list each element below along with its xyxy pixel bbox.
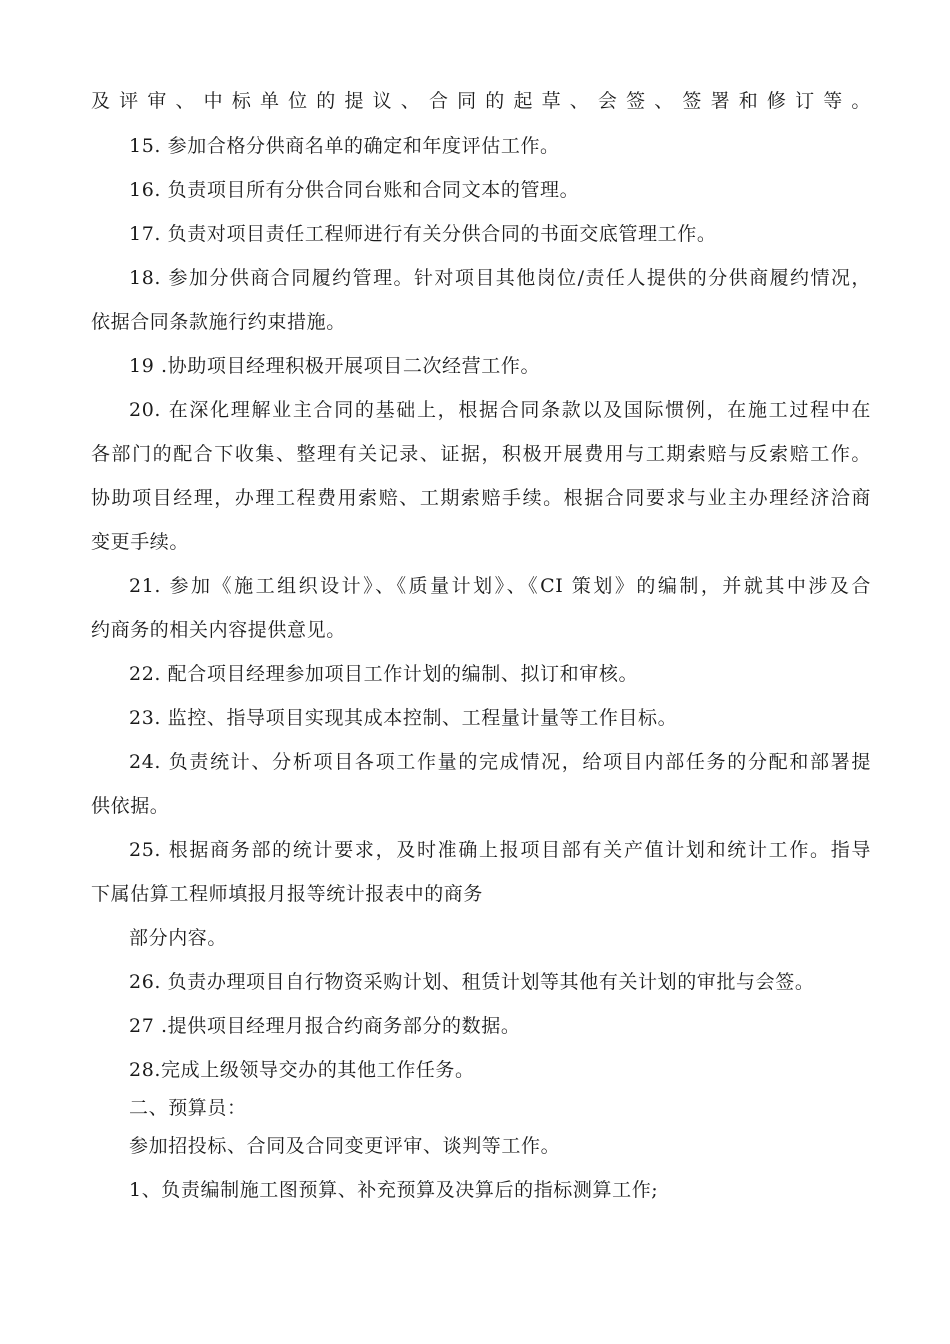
item-18-line-1: 18. 参加分供商合同履约管理。针对项目其他岗位/责任人提供的分供商履约情况， [129, 267, 871, 289]
item-15: 15. 参加合格分供商名单的确定和年度评估工作。 [129, 135, 560, 157]
item-18-line-2: 依据合同条款施行约束措施。 [91, 311, 346, 333]
budget-item-1: 1、负责编制施工图预算、补充预算及决算后的指标测算工作; [129, 1179, 659, 1201]
item-28: 28.完成上级领导交办的其他工作任务。 [129, 1059, 475, 1081]
item-25-line-1: 25. 根据商务部的统计要求，及时准确上报项目部有关产值计划和统计工作。指导 [129, 839, 871, 861]
item-25-line-2: 下属估算工程师填报月报等统计报表中的商务 [91, 883, 484, 905]
item-24-line-1: 24. 负责统计、分析项目各项工作量的完成情况，给项目内部任务的分配和部署提 [129, 751, 871, 773]
item-21-line-2: 约商务的相关内容提供意见。 [91, 619, 346, 641]
text-line-1: 及评审、中标单位的提议、合同的起草、会签、签署和修订等。 [91, 90, 871, 112]
item-21-line-1: 21. 参加《施工组织设计》、《质量计划》、《CI 策划》的编制，并就其中涉及合 [129, 575, 871, 597]
item-26: 26. 负责办理项目自行物资采购计划、租赁计划等其他有关计划的审批与会签。 [129, 971, 815, 993]
item-16: 16. 负责项目所有分供合同台账和合同文本的管理。 [129, 179, 580, 201]
section-heading-budget-clerk: 二、预算员： [129, 1097, 247, 1119]
item-23: 23. 监控、指导项目实现其成本控制、工程量计量等工作目标。 [129, 707, 678, 729]
item-25-line-3: 部分内容。 [129, 927, 228, 949]
item-20-line-1: 20. 在深化理解业主合同的基础上，根据合同条款以及国际惯例，在施工过程中在 [129, 399, 871, 421]
item-20-line-4: 变更手续。 [91, 531, 190, 553]
item-27: 27 .提供项目经理月报合约商务部分的数据。 [129, 1015, 521, 1037]
item-22: 22. 配合项目经理参加项目工作计划的编制、拟订和审核。 [129, 663, 639, 685]
item-20-line-2: 各部门的配合下收集、整理有关记录、证据，积极开展费用与工期索赔与反索赔工作。 [91, 443, 871, 465]
item-19: 19 .协助项目经理积极开展项目二次经营工作。 [129, 355, 541, 377]
item-17: 17. 负责对项目责任工程师进行有关分供合同的书面交底管理工作。 [129, 223, 717, 245]
item-24-line-2: 供依据。 [91, 795, 170, 817]
budget-clerk-intro: 参加招投标、合同及合同变更评审、谈判等工作。 [129, 1135, 561, 1157]
item-20-line-3: 协助项目经理，办理工程费用索赔、工期索赔手续。根据合同要求与业主办理经济洽商 [91, 487, 871, 509]
